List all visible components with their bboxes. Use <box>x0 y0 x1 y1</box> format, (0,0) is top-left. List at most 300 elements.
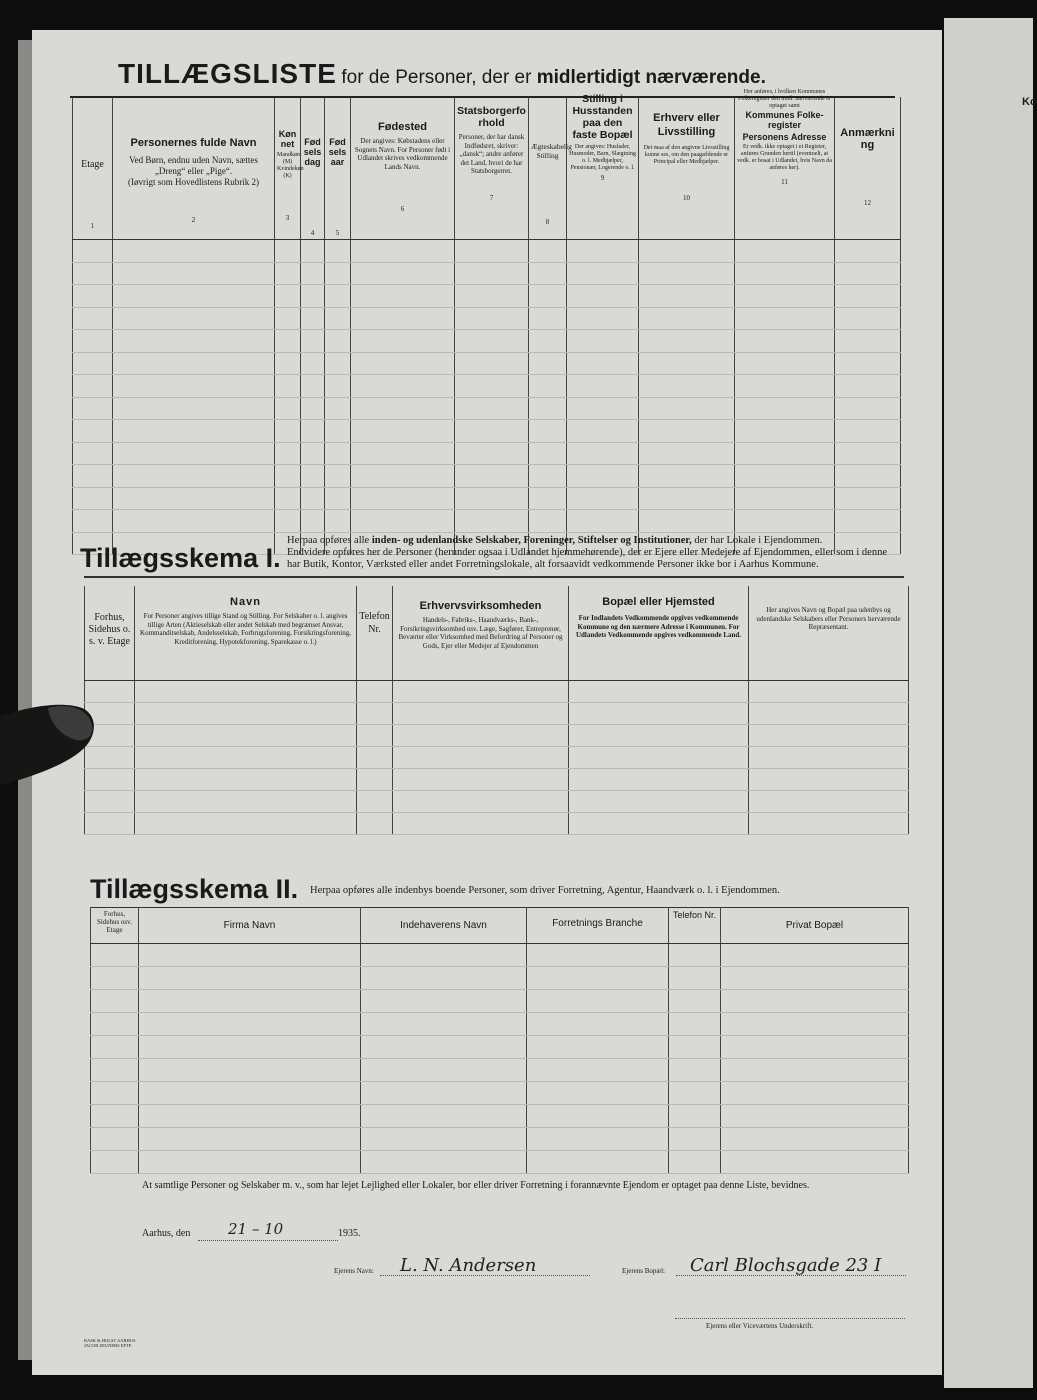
table1-header-row <box>73 97 901 240</box>
table-row <box>85 702 909 724</box>
col-statsborger-sub: Personer, der har dansk Indfødsret, skriver: „dansk“; andre anfører det Land, hvori de har Statsborgerret. <box>458 133 525 175</box>
footer-statement: At samtlige Personer og Selskaber m. v., som har lejet Lejlighed eller Lokaler, bor eller driver Forretning i forannævnte Ejendom er optaget paa denne Liste, bevidnes. <box>142 1180 810 1191</box>
table-cell <box>73 285 113 308</box>
table-cell <box>669 1128 721 1151</box>
table-cell <box>139 967 361 990</box>
table-cell <box>357 768 393 790</box>
col-anmaerkning <box>835 97 901 240</box>
table-cell <box>669 990 721 1013</box>
table-cell <box>527 1059 669 1082</box>
col-aegteskab <box>529 97 572 240</box>
table-cell <box>735 262 835 285</box>
table-cell <box>721 1059 909 1082</box>
col-num-11: 11 <box>781 178 788 186</box>
col-adresse-label: Personens Adresse <box>742 132 827 142</box>
page-title <box>118 58 766 90</box>
table-cell <box>639 487 735 510</box>
table-cell <box>113 420 275 443</box>
table-cell <box>393 680 569 702</box>
table-cell <box>749 746 909 768</box>
table-cell <box>357 724 393 746</box>
table-cell <box>529 262 567 285</box>
table-cell <box>455 307 529 330</box>
table-cell <box>357 702 393 724</box>
table-cell <box>135 724 357 746</box>
s2-col-etage-label: Forhus, Sidehus osv. Etage <box>97 910 132 934</box>
col-fodested-label: Fødested <box>378 121 427 133</box>
table-row <box>73 240 901 263</box>
table-cell <box>73 510 113 533</box>
table-cell <box>139 1128 361 1151</box>
table-cell <box>567 375 639 398</box>
table-row <box>73 420 901 443</box>
table-cell <box>275 375 301 398</box>
table-cell <box>301 352 325 375</box>
skema2-header-row <box>91 908 909 944</box>
table-cell <box>91 990 139 1013</box>
s1-col-erhverv-label: Erhvervsvirksomheden <box>419 600 542 612</box>
table-row <box>85 680 909 702</box>
table-cell <box>529 487 567 510</box>
owner-name-hand: L. N. Andersen <box>400 1255 537 1276</box>
col-fodselsdag <box>301 97 325 240</box>
table-cell <box>113 352 275 375</box>
table-row <box>85 768 909 790</box>
s1-col-telefon-label: Telefon Nr. <box>359 611 390 635</box>
table-cell <box>567 510 639 533</box>
col-num-3: 3 <box>285 214 290 222</box>
table-cell <box>275 465 301 488</box>
table-cell <box>325 330 351 353</box>
col-kon-sub: Mandkøn (M) Kvindekøn (K) <box>277 152 304 179</box>
table-cell <box>73 240 113 263</box>
table-cell <box>721 1082 909 1105</box>
table-cell <box>735 397 835 420</box>
table-cell <box>529 285 567 308</box>
col-adresse <box>735 89 835 240</box>
table-cell <box>113 375 275 398</box>
table-cell <box>749 680 909 702</box>
table-cell <box>351 240 455 263</box>
table-row <box>91 1036 909 1059</box>
table-cell <box>669 1013 721 1036</box>
table-row <box>73 307 901 330</box>
s1-col-etage <box>85 586 135 680</box>
table-cell <box>361 990 527 1013</box>
table-cell <box>527 1151 669 1174</box>
table-cell <box>455 262 529 285</box>
table-cell <box>639 262 735 285</box>
table-cell <box>749 768 909 790</box>
table-cell <box>569 680 749 702</box>
owner-addr-line <box>676 1275 906 1276</box>
owner-name-label: Ejerens Navn: <box>334 1267 374 1275</box>
col-num-10: 10 <box>683 194 690 202</box>
s2-col-indehaver <box>361 908 527 944</box>
s1-col-erhverv <box>393 586 569 680</box>
table-cell <box>455 465 529 488</box>
skema1-text-1c: der har Lokale i Ejendommen. <box>694 535 823 546</box>
table-cell <box>669 1105 721 1128</box>
col-fodested-sub: Der angives: Købstadens eller Sognets Navn. For Personer født i Udlandet skrives vedkommende Lands Navn. <box>354 137 451 171</box>
table-cell <box>835 397 901 420</box>
table-row <box>73 465 901 488</box>
s2-col-branche <box>527 908 669 944</box>
table-cell <box>73 442 113 465</box>
table-cell <box>361 1036 527 1059</box>
table-cell <box>835 262 901 285</box>
table-cell <box>721 990 909 1013</box>
col-aegteskab-sub: Ægteskabelig Stilling <box>531 142 572 160</box>
col-num-5: 5 <box>335 229 340 237</box>
table-row <box>85 812 909 834</box>
table-cell <box>91 967 139 990</box>
table-cell <box>91 1036 139 1059</box>
s2-col-bopael <box>721 908 909 944</box>
table-cell <box>275 352 301 375</box>
s1-col-navn-label: Navn <box>230 596 261 608</box>
table-cell <box>393 790 569 812</box>
table-cell <box>301 487 325 510</box>
table-cell <box>455 487 529 510</box>
skema1-text <box>287 535 899 571</box>
table-cell <box>639 442 735 465</box>
table-cell <box>527 1036 669 1059</box>
table-cell <box>735 240 835 263</box>
table-row <box>91 1151 909 1174</box>
table-cell <box>639 285 735 308</box>
col-kommunes-label: Kommunes Folke-register <box>745 110 824 130</box>
table-cell <box>639 375 735 398</box>
table-cell <box>301 420 325 443</box>
table-cell <box>91 1151 139 1174</box>
table-cell <box>91 1013 139 1036</box>
table-cell <box>361 1013 527 1036</box>
table-cell <box>569 790 749 812</box>
table-row <box>91 944 909 967</box>
col-kon <box>275 97 304 240</box>
s1-col-repr <box>749 586 909 680</box>
table-cell <box>85 790 135 812</box>
col-fodselsaar <box>325 97 351 240</box>
table-cell <box>835 465 901 488</box>
title-main: TILLÆGSLISTE <box>118 58 337 89</box>
table-cell <box>749 812 909 834</box>
table-row <box>73 262 901 285</box>
table-cell <box>361 944 527 967</box>
table-cell <box>567 487 639 510</box>
table-cell <box>529 510 567 533</box>
table-cell <box>301 262 325 285</box>
table-row <box>91 1105 909 1128</box>
table-cell <box>113 442 275 465</box>
table-cell <box>85 680 135 702</box>
col-statsborger <box>455 97 529 240</box>
table-cell <box>529 307 567 330</box>
table-cell <box>529 352 567 375</box>
table-cell <box>529 442 567 465</box>
table-cell <box>669 944 721 967</box>
table-cell <box>721 1151 909 1174</box>
table-cell <box>567 352 639 375</box>
table-cell <box>721 1105 909 1128</box>
table-cell <box>361 1105 527 1128</box>
table-cell <box>567 442 639 465</box>
table-cell <box>529 420 567 443</box>
table-row <box>73 442 901 465</box>
col-fodselsaar-label: Fødselsaar <box>328 137 347 167</box>
table-cell <box>735 330 835 353</box>
table-cell <box>835 285 901 308</box>
skema1-title: Tillægsskema I. <box>80 543 281 573</box>
table-cell <box>455 397 529 420</box>
table-cell <box>735 375 835 398</box>
facing-page-label: Ko <box>1022 96 1037 108</box>
table-cell <box>721 944 909 967</box>
table-cell <box>139 1059 361 1082</box>
table-cell <box>835 352 901 375</box>
col-erhverv-label: Erhverv eller Livsstilling <box>653 112 720 138</box>
table-cell <box>351 375 455 398</box>
table-cell <box>721 1128 909 1151</box>
col-num-1: 1 <box>90 222 95 230</box>
col-adresse-subtop: Her anføres, i hvilken Kommunes Folkeregister den midl. nærværende er optaget samt <box>738 89 831 109</box>
table-cell <box>393 768 569 790</box>
title-rest-c: nærværende. <box>645 67 766 88</box>
col-fodested <box>351 97 455 240</box>
table-cell <box>139 1013 361 1036</box>
s1-col-bopael-label: Bopæl eller Hjemsted <box>602 596 715 608</box>
skema2-title: Tillægsskema II. <box>90 874 299 904</box>
table-cell <box>569 768 749 790</box>
table-cell <box>91 1128 139 1151</box>
table-cell <box>669 1082 721 1105</box>
table-row <box>73 487 901 510</box>
col-navn-label: Personernes fulde Navn <box>130 137 257 149</box>
table-cell <box>393 812 569 834</box>
table-cell <box>569 812 749 834</box>
table-cell <box>275 420 301 443</box>
table-cell <box>529 375 567 398</box>
table-cell <box>351 352 455 375</box>
table-cell <box>91 1082 139 1105</box>
table-cell <box>835 240 901 263</box>
table-cell <box>569 746 749 768</box>
footer-city: Aarhus, den <box>142 1228 191 1239</box>
table-cell <box>455 352 529 375</box>
table-cell <box>567 285 639 308</box>
table-cell <box>325 420 351 443</box>
table-row <box>85 746 909 768</box>
col-anmaerkning-label: Anmærkning <box>840 127 895 151</box>
table-cell <box>455 442 529 465</box>
table-cell <box>301 240 325 263</box>
table-cell <box>527 1105 669 1128</box>
thumb-shape <box>0 700 105 790</box>
table-cell <box>73 307 113 330</box>
owner-addr-label: Ejerens Bopæl: <box>622 1267 665 1275</box>
col-adresse-sub: Er vedk. ikke optaget i et Register, anføres Grunden hertil (eventuelt, at vedk. er bosat i Udlandet, hvis Navn da anføres her). <box>737 144 832 171</box>
table-cell <box>139 1082 361 1105</box>
table-cell <box>455 420 529 443</box>
table-cell <box>669 1059 721 1082</box>
table-cell <box>139 1036 361 1059</box>
table-row <box>91 990 909 1013</box>
col-num-8: 8 <box>545 218 550 226</box>
table-cell <box>735 510 835 533</box>
signature-line <box>675 1318 905 1319</box>
signature-label: Ejerens eller Viceværtens Underskrift. <box>706 1322 814 1330</box>
table-cell <box>275 240 301 263</box>
table-row <box>91 1059 909 1082</box>
table-cell <box>529 240 567 263</box>
table-cell <box>749 790 909 812</box>
table-row <box>91 967 909 990</box>
table-cell <box>113 330 275 353</box>
table-cell <box>325 510 351 533</box>
table-cell <box>527 1013 669 1036</box>
s1-col-bopael <box>569 586 749 680</box>
col-stilling <box>567 93 639 240</box>
table-cell <box>527 990 669 1013</box>
table-cell <box>361 1082 527 1105</box>
table-cell <box>735 420 835 443</box>
table-cell <box>91 1059 139 1082</box>
s2-col-indehaver-label: Indehaverens Navn <box>400 920 487 931</box>
table-cell <box>735 285 835 308</box>
table-cell <box>835 487 901 510</box>
table-cell <box>113 487 275 510</box>
table-cell <box>527 1128 669 1151</box>
col-num-2: 2 <box>191 216 196 224</box>
table-cell <box>73 420 113 443</box>
printer-mark: RASK & HOLST AARHUS JACOB ZEUNERS EFTF. <box>84 1338 136 1348</box>
table-cell <box>139 944 361 967</box>
table-cell <box>135 768 357 790</box>
table-cell <box>325 352 351 375</box>
table-cell <box>455 510 529 533</box>
table-cell <box>351 285 455 308</box>
table-cell <box>351 487 455 510</box>
table-cell <box>113 285 275 308</box>
table-cell <box>835 307 901 330</box>
table-cell <box>639 307 735 330</box>
owner-name-line <box>380 1275 590 1276</box>
table-cell <box>275 262 301 285</box>
table-cell <box>529 465 567 488</box>
col-etage <box>73 97 113 240</box>
table-cell <box>567 240 639 263</box>
table-cell <box>351 510 455 533</box>
table-cell <box>527 967 669 990</box>
table-cell <box>139 990 361 1013</box>
table-cell <box>721 1013 909 1036</box>
table-cell <box>325 240 351 263</box>
table-cell <box>113 510 275 533</box>
table-cell <box>393 724 569 746</box>
s2-col-telefon <box>669 908 721 944</box>
col-etage-label: Etage <box>81 159 104 170</box>
table-cell <box>325 375 351 398</box>
table-cell <box>325 442 351 465</box>
owner-addr-hand: Carl Blochsgade 23 I <box>690 1255 882 1276</box>
table-cell <box>639 330 735 353</box>
table-cell <box>351 465 455 488</box>
footer-year: 1935. <box>338 1228 361 1239</box>
s2-col-etage <box>91 908 139 944</box>
table-cell <box>669 1151 721 1174</box>
table-cell <box>135 746 357 768</box>
table-cell <box>85 812 135 834</box>
skema2-text: Herpaa opføres alle indenbys boende Personer, som driver Forretning, Agentur, Haandværk o. l. i Ejendommen. <box>310 885 780 896</box>
table-cell <box>325 487 351 510</box>
table-row <box>73 285 901 308</box>
table-cell <box>275 307 301 330</box>
col-num-9: 9 <box>600 174 605 182</box>
table-cell <box>835 375 901 398</box>
table-cell <box>639 510 735 533</box>
table-cell <box>113 240 275 263</box>
table-cell <box>113 397 275 420</box>
table-row <box>91 1128 909 1151</box>
s1-col-erhverv-sub: Handels-, Fabriks-, Haandværks-, Bank-, Forsikringsvirksomhed osv. Læge, Sagfører, Entreprenør, Beværter eller Virksomhed med Befordring af Personer og Gods, Ejer eller Medejer af Ejendommen <box>398 616 563 650</box>
skema1-text-1: Herpaa opføres alle <box>287 535 370 546</box>
table-cell <box>639 240 735 263</box>
table-cell <box>669 967 721 990</box>
table-cell <box>361 1151 527 1174</box>
table-cell <box>835 442 901 465</box>
table-cell <box>735 465 835 488</box>
table-row <box>73 352 901 375</box>
table-cell <box>455 285 529 308</box>
table-cell <box>351 397 455 420</box>
table-cell <box>301 330 325 353</box>
table-cell <box>735 307 835 330</box>
table-cell <box>301 442 325 465</box>
date-line <box>198 1240 338 1241</box>
table-cell <box>325 307 351 330</box>
table-cell <box>455 375 529 398</box>
col-num-12: 12 <box>864 199 871 207</box>
table-cell <box>135 680 357 702</box>
table-cell <box>361 1128 527 1151</box>
table-cell <box>351 262 455 285</box>
table-row <box>73 375 901 398</box>
s1-col-bopael-sub: For Indlandets Vedkommende opgives vedkommende Kommune og den nærmere Adresse i Kommunen. For Udlandets Vedkommende opgives vedkommende Land. <box>575 614 742 639</box>
col-kon-label: Kønnet <box>278 129 297 149</box>
table-cell <box>301 465 325 488</box>
table-cell <box>73 465 113 488</box>
skema1-header-row <box>85 586 909 680</box>
table-cell <box>113 262 275 285</box>
table-cell <box>351 442 455 465</box>
table-cell <box>361 1059 527 1082</box>
table-row <box>85 790 909 812</box>
s1-col-navn-sub: For Personer angives tillige Stand og Stilling. For Selskaber o. l. angives tillige Arten (Aktieselskab eller andet Selskab med begrænset Ansvar, Kommanditselskab, Andelsselskab, Forbrugsforening, Forsikringsforening, Kreditforening, Hypotekforening, Sparekasse o. l.) <box>140 612 351 646</box>
col-num-4: 4 <box>310 229 315 237</box>
table-cell <box>835 420 901 443</box>
table-cell <box>357 790 393 812</box>
skema1-table <box>84 586 909 835</box>
s2-col-telefon-label: Telefon Nr. <box>672 910 717 920</box>
table-cell <box>735 352 835 375</box>
col-num-6: 6 <box>400 205 405 213</box>
s2-col-bopael-label: Privat Bopæl <box>785 920 844 931</box>
table-cell <box>735 487 835 510</box>
s1-col-etage-label: Forhus, Sidehus o. s. v. Etage <box>88 612 131 647</box>
table-cell <box>455 330 529 353</box>
table-row <box>73 330 901 353</box>
